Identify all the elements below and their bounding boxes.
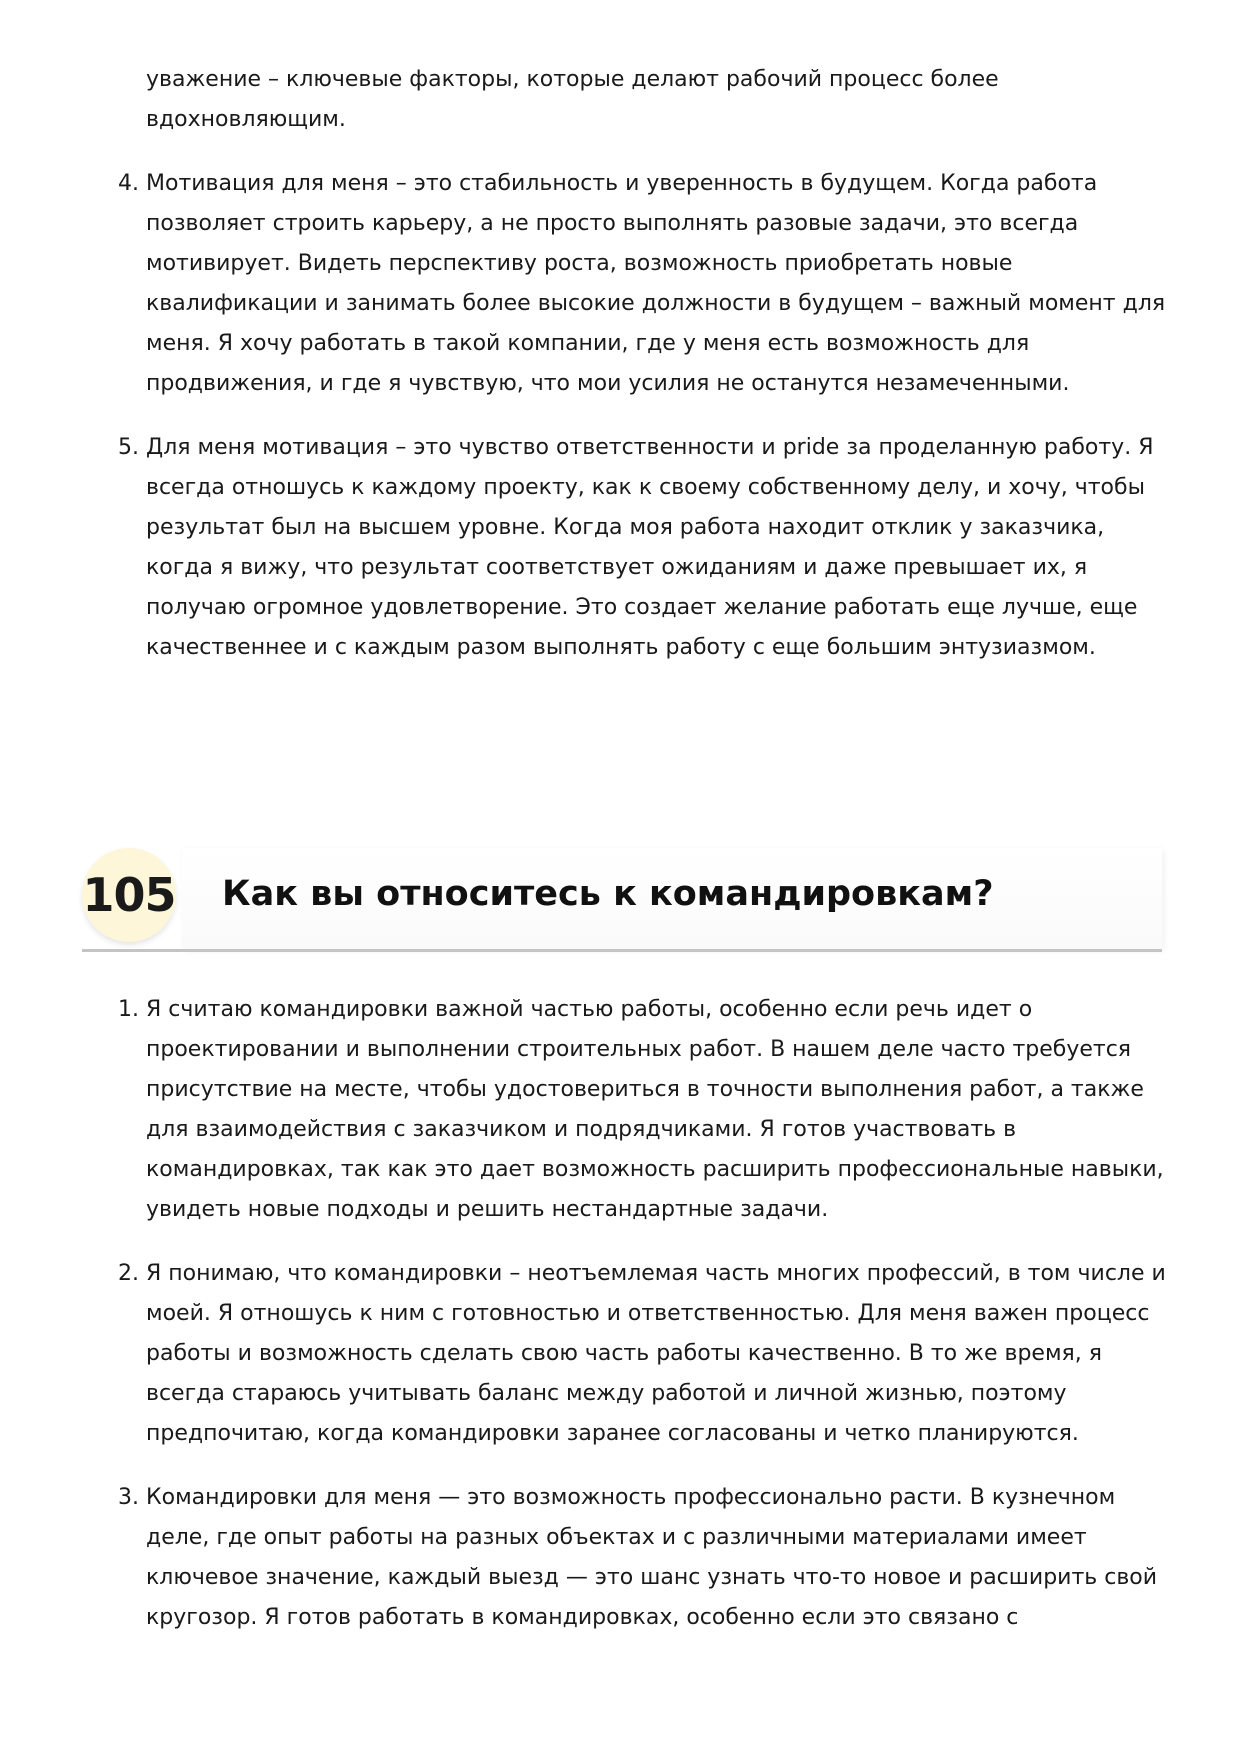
continuation-paragraph [146,60,1168,140]
question-number-badge: 105 [82,848,176,942]
question-header [82,848,1162,952]
list-item-number: 3. [118,1485,139,1510]
continuation-text: уважение – ключевые факторы, которые делают рабочий процесс более вдохновляющим. [146,67,999,132]
list-item-text: Я понимаю, что командировки – неотъемлемая часть многих профессий, в том числе и моей. Я отношусь к ним с готовностью и ответственностью. Для меня важен процесс работы и возможность сделать свою часть работы качественно. В то же время, я всегда стараюсь учитывать баланс между работой и личной жизнью, поэтому предпочитаю, когда командировки заранее согласованы и четко планируются. [146,1261,1166,1446]
previous-answers-list [118,164,1168,692]
list-item-text: Я считаю командировки важной частью работы, особенно если речь идет о проектировании и выполнении строительных работ. В нашем деле часто требуется присутствие на месте, чтобы удостовериться в точности выполнения работ, а также для взаимодействия с заказчиком и подрядчиками. Я готов участвовать в командировках, так как это дает возможность расширить профессиональные навыки, увидеть новые подходы и решить нестандартные задачи. [146,997,1164,1222]
list-item [118,164,1168,404]
question-title: Как вы относитесь к командировкам? [222,874,994,914]
list-item [118,990,1168,1230]
answers-list [118,990,1168,1662]
list-item-text: Мотивация для меня – это стабильность и уверенность в будущем. Когда работа позволяет строить карьеру, а не просто выполнять разовые задачи, это всегда мотивирует. Видеть перспективу роста, возможность приобретать новые квалификации и занимать более высокие должности в будущем – важный момент для меня. Я хочу работать в такой компании, где у меня есть возможность для продвижения, и где я чувствую, что мои усилия не останутся незамеченными. [146,171,1166,396]
list-item [118,1254,1168,1454]
list-item [118,1478,1168,1638]
list-item-number: 5. [118,435,139,460]
list-item-number: 4. [118,171,139,196]
list-item [118,428,1168,668]
list-item-number: 1. [118,997,139,1022]
list-item-text: Для меня мотивация – это чувство ответственности и pride за проделанную работу. Я всегда отношусь к каждому проекту, как к своему собственному делу, и хочу, чтобы результат был на высшем уровне. Когда моя работа находит отклик у заказчика, когда я вижу, что результат соответствует ожиданиям и даже превышает их, я получаю огромное удовлетворение. Это создает желание работать еще лучше, еще качественнее и с каждым разом выполнять работу с еще большим энтузиазмом. [146,435,1154,660]
list-item-text: Командировки для меня — это возможность профессионально расти. В кузнечном деле, где опыт работы на разных объектах и с различными материалами имеет ключевое значение, каждый выезд — это шанс узнать что-то новое и расширить свой кругозор. Я готов работать в командировках, особенно если это связано с [146,1485,1158,1630]
list-item-number: 2. [118,1261,139,1286]
